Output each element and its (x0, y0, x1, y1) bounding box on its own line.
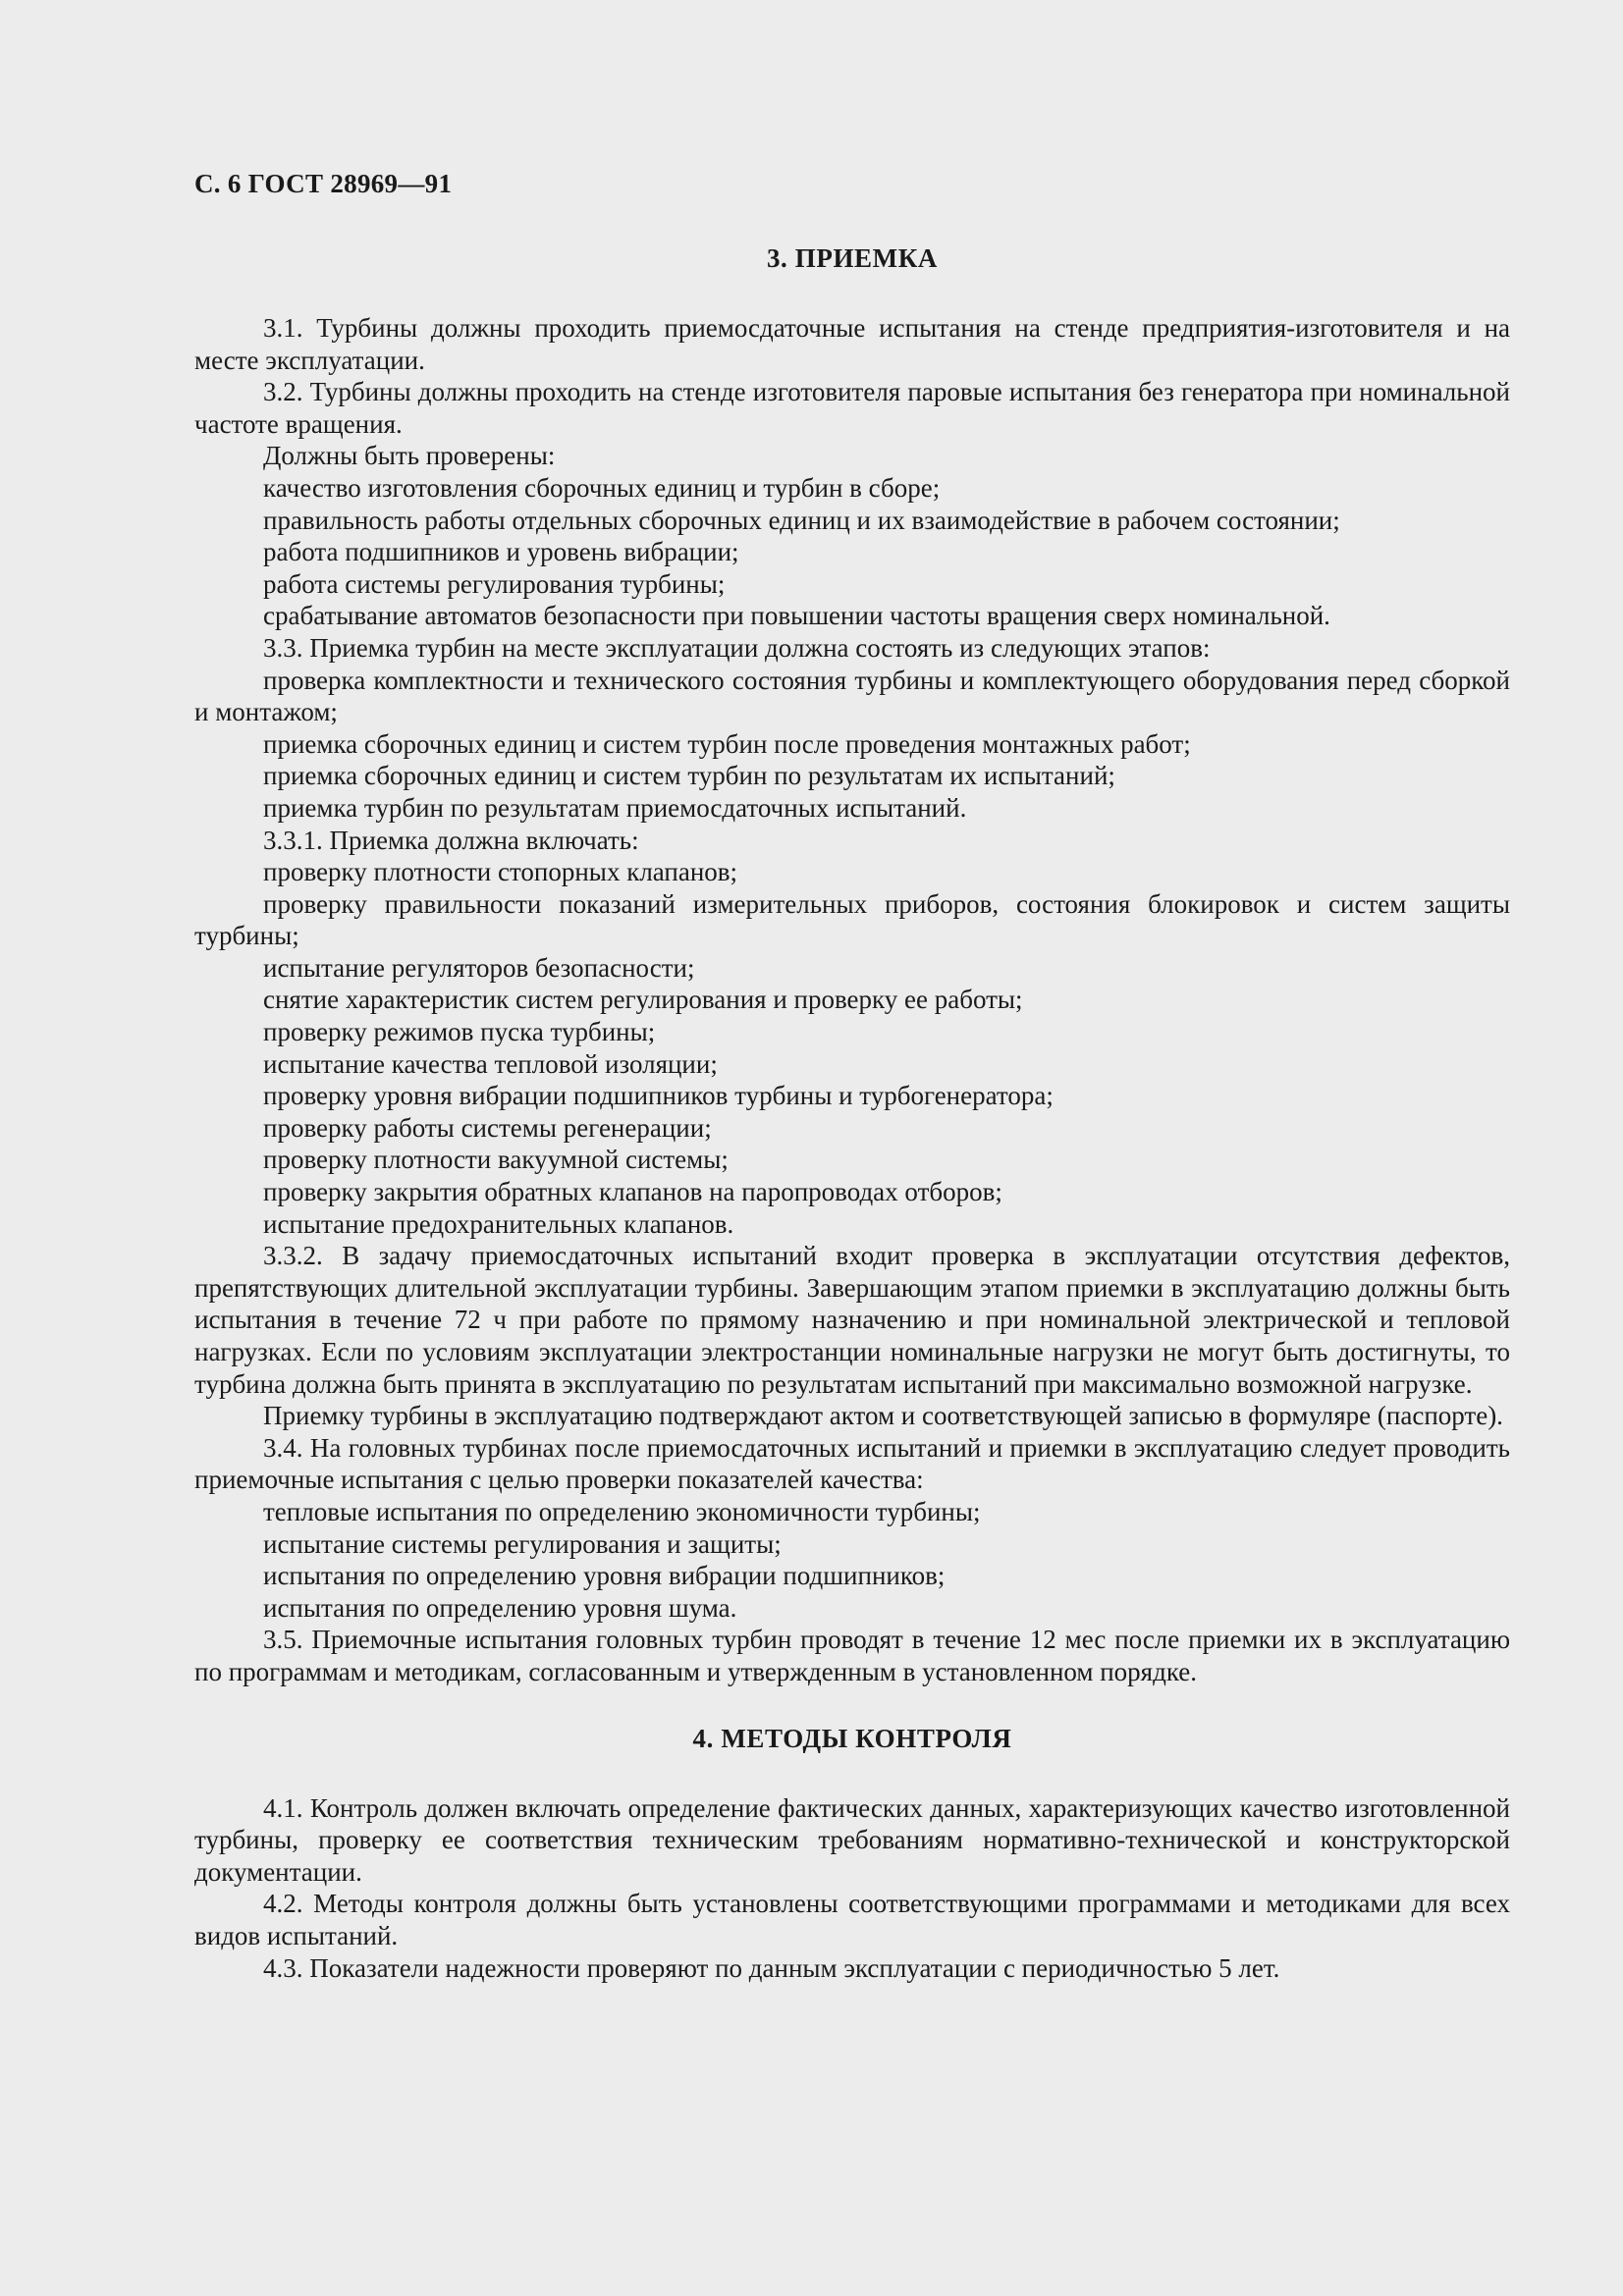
list-item: проверку закрытия обратных клапанов на паропроводах отборов; (263, 1177, 1002, 1207)
paragraph: 3.3.2. В задачу приемосдаточных испытаний входит проверка в эксплуатации отсутствия дефектов, препятствующих длительной эксплуатации турбины. Завершающим этапом приемки в эксплуатацию должны быть испытания в течение 72 ч при работе по прямому назначению и при номинальной электрической и тепловой нагрузках. Если по условиям эксплуатации электростанции номинальные нагрузки не могут быть достигнуты, то турбина должна быть принята в эксплуатацию по результатам испытаний при максимально возможной нагрузке. (194, 1241, 1510, 1399)
paragraph: 3.4. На головных турбинах после приемосдаточных испытаний и приемки в эксплуатацию следует проводить приемочные испытания с целью проверки показателей качества: (194, 1432, 1510, 1495)
list-item: испытания по определению уровня шума. (263, 1592, 737, 1623)
running-head: С. 6 ГОСТ 28969—91 (194, 169, 453, 198)
list-item: испытание предохранительных клапанов. (263, 1208, 734, 1239)
list-item: проверку плотности стопорных клапанов; (263, 857, 738, 887)
list-item: испытание качества тепловой изоляции; (263, 1048, 718, 1079)
list-item: проверка комплектности и технического состояния турбины и комплектующего оборудования перед сборкой и монтажом; (194, 665, 1510, 727)
list-item: правильность работы отдельных сборочных единиц и их взаимодействие в рабочем состоянии; (263, 505, 1340, 535)
list-item: приемка турбин по результатам приемосдаточных испытаний. (263, 792, 967, 823)
paragraph: 3.1. Турбины должны проходить приемосдаточные испытания на стенде предприятия-изготовителя и на месте эксплуатации. (194, 313, 1510, 375)
paragraph: Приемку турбины в эксплуатацию подтверждают актом и соответствующей записью в формуляре (паспорте). (263, 1401, 1503, 1431)
list-item: испытание системы регулирования и защиты; (263, 1528, 782, 1559)
list-item: проверку работы системы регенерации; (263, 1112, 712, 1143)
list-item: приемка сборочных единиц и систем турбин после проведения монтажных работ; (263, 728, 1191, 759)
list-item: качество изготовления сборочных единиц и турбин в сборе; (263, 472, 941, 503)
list-item: проверку правильности показаний измерительных приборов, состояния блокировок и систем защиты турбины; (194, 888, 1510, 951)
section-4-body (194, 1792, 1510, 1985)
list-item: испытания по определению уровня вибрации подшипников; (263, 1561, 946, 1591)
document-page (194, 167, 1510, 1984)
list-item: работа системы регулирования турбины; (263, 568, 726, 599)
paragraph: 3.2. Турбины должны проходить на стенде изготовителя паровые испытания без генератора при номинальной частоте вращения. (194, 377, 1510, 439)
list-item: работа подшипников и уровень вибрации; (263, 537, 739, 567)
list-item: срабатывание автоматов безопасности при повышении частоты вращения сверх номинальной. (263, 601, 1330, 631)
section-3-body (194, 312, 1510, 1688)
list-item: проверку уровня вибрации подшипников турбины и турбогенератора; (263, 1081, 1054, 1111)
list-item: тепловые испытания по определению экономичности турбины; (263, 1496, 981, 1526)
section-3-title: 3. ПРИЕМКА (766, 243, 939, 273)
paragraph: 3.3.1. Приемка должна включать: (263, 825, 639, 855)
paragraph: Должны быть проверены: (263, 441, 556, 471)
list-item: испытание регуляторов безопасности; (263, 952, 695, 983)
paragraph: 3.3. Приемка турбин на месте эксплуатации должна состоять из следующих этапов: (263, 632, 1211, 663)
list-item: приемка сборочных единиц и систем турбин по результатам их испытаний; (263, 761, 1115, 791)
paragraph: 4.1. Контроль должен включать определение фактических данных, характеризующих качество изготовленной турбины, проверку ее соответствия техническим требованиям нормативно-технической и конструкторской документации. (194, 1792, 1510, 1887)
paragraph: 3.5. Приемочные испытания головных турбин проводят в течение 12 мес после приемки их в эксплуатацию по программам и методикам, согласованным и утвержденным в установленном порядке. (194, 1625, 1510, 1686)
list-item: проверку плотности вакуумной системы; (263, 1145, 729, 1175)
paragraph: 4.3. Показатели надежности проверяют по данным эксплуатации с периодичностью 5 лет. (263, 1952, 1280, 1983)
paragraph: 4.2. Методы контроля должны быть установлены соответствующими программами и методиками для всех видов испытаний. (194, 1889, 1510, 1950)
list-item: снятие характеристик систем регулирования и проверку ее работы; (263, 985, 1023, 1015)
section-4-title: 4. МЕТОДЫ КОНТРОЛЯ (692, 1723, 1012, 1753)
list-item: проверку режимов пуска турбины; (263, 1017, 656, 1047)
